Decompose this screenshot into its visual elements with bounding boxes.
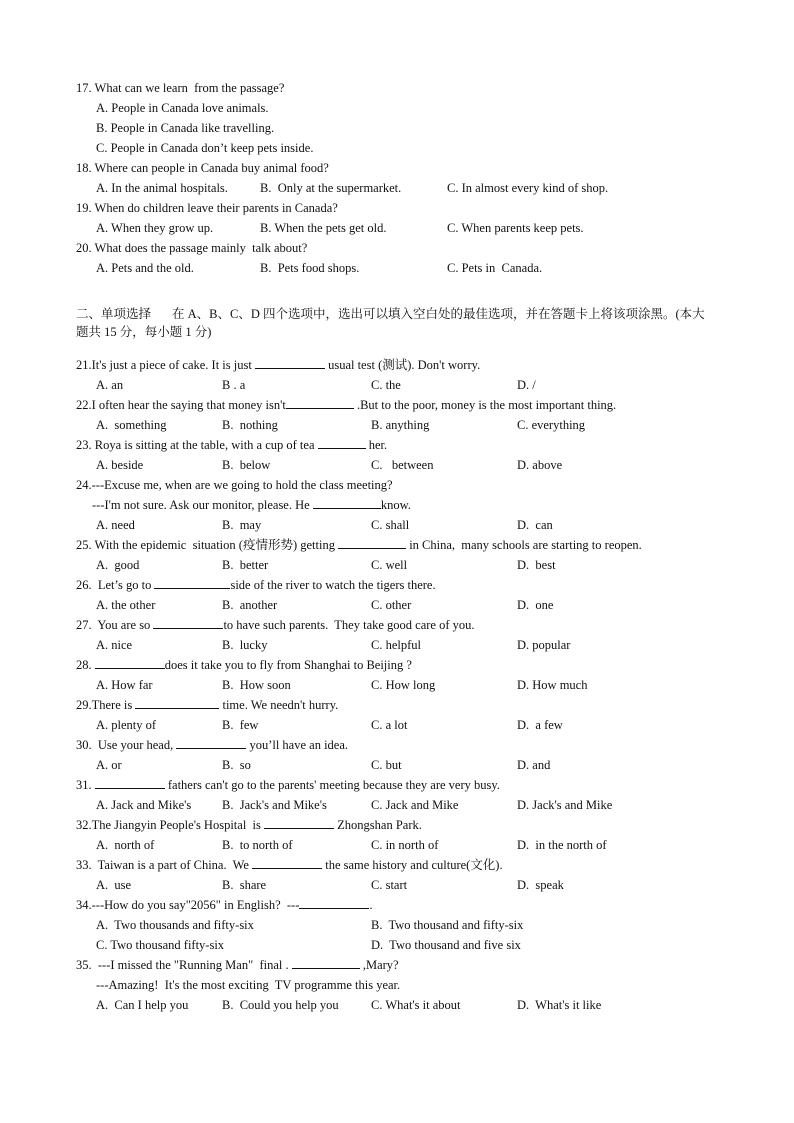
question-25-option-b: B. better — [222, 558, 269, 572]
question-28-option-c: C. How long — [371, 678, 436, 692]
question-33-option-c: C. start — [371, 878, 408, 892]
question-27-option-d: D. popular — [517, 638, 571, 652]
question-24-stem: 24.---Excuse me, when are we going to hold the class meeting? — [76, 478, 393, 492]
question-25-option-c: C. well — [371, 558, 408, 572]
answer-blank — [252, 856, 322, 869]
answer-blank — [135, 696, 219, 709]
question-32-stem — [76, 815, 422, 835]
question-28-text-before: 28. — [76, 658, 95, 672]
question-32-option-c: C. in north of — [371, 838, 439, 852]
question-26-option-b: B. another — [222, 598, 278, 612]
question-34-option-c: C. Two thousand fifty-six — [96, 938, 225, 952]
question-19-option-c: C. When parents keep pets. — [447, 221, 584, 235]
question-26-stem — [76, 575, 436, 595]
question-20-option-b: B. Pets food shops. — [260, 261, 360, 275]
answer-blank — [313, 496, 381, 509]
question-20-option-c: C. Pets in Canada. — [447, 261, 543, 275]
question-35-option-c: C. What's it about — [371, 998, 461, 1012]
question-30-text-after: you’ll have an idea. — [246, 738, 349, 752]
question-26-option-d: D. one — [517, 598, 554, 612]
question-21-stem — [76, 355, 480, 375]
question-25-option-a: A. good — [96, 558, 140, 572]
question-22-text-after: .But to the poor, money is the most important thing. — [353, 398, 617, 412]
question-27-text-after: to have such parents. They take good care of you. — [223, 618, 475, 632]
question-27-option-b: B. lucky — [222, 638, 268, 652]
question-35-option-b: B. Could you help you — [222, 998, 339, 1012]
question-34-text-before: 34.---How do you say"2056" in English? --- — [76, 898, 300, 912]
question-33-option-d: D. speak — [517, 878, 564, 892]
question-25-text-before: 25. With the epidemic situation (疫情形势) getting — [76, 538, 339, 552]
question-28-text-after: does it take you to fly from Shanghai to Beijing ? — [164, 658, 412, 672]
question-18-stem: 18. Where can people in Canada buy animal food? — [76, 161, 329, 175]
question-31-option-c: C. Jack and Mike — [371, 798, 459, 812]
question-30-option-b: B. so — [222, 758, 251, 772]
question-21-option-d: D. / — [517, 378, 536, 392]
question-24-option-c: C. shall — [371, 518, 410, 532]
question-23-option-b: B. below — [222, 458, 271, 472]
question-35-reply: ---Amazing! It's the most exciting TV programme this year. — [96, 978, 401, 992]
question-24-option-b: B. may — [222, 518, 262, 532]
question-22-stem — [76, 395, 616, 415]
question-33-text-after: the same history and culture(文化). — [322, 858, 503, 872]
question-34-stem — [76, 895, 373, 915]
question-23-text-after: her. — [365, 438, 388, 452]
question-23-text-before: 23. Roya is sitting at the table, with a cup of tea — [76, 438, 318, 452]
question-22-option-d: C. everything — [517, 418, 586, 432]
question-18-option-b: B. Only at the supermarket. — [260, 181, 402, 195]
question-30-option-c: C. but — [371, 758, 402, 772]
question-26-option-c: C. other — [371, 598, 412, 612]
answer-blank — [95, 776, 165, 789]
question-31-option-d: D. Jack's and Mike — [517, 798, 613, 812]
answer-blank — [286, 396, 354, 409]
question-27-text-before: 27. You are so — [76, 618, 154, 632]
question-24-text-after: know. — [380, 498, 411, 512]
question-32-option-a: A. north of — [96, 838, 155, 852]
answer-blank — [255, 356, 325, 369]
question-22-option-b: B. nothing — [222, 418, 278, 432]
question-32-text-before: 32.The Jiangyin People's Hospital is — [76, 818, 265, 832]
question-24-option-a: A. need — [96, 518, 135, 532]
question-30-stem — [76, 735, 348, 755]
question-33-option-b: B. share — [222, 878, 267, 892]
question-27-stem — [76, 615, 475, 635]
question-27-option-c: C. helpful — [371, 638, 421, 652]
question-25-stem — [76, 535, 642, 555]
question-26-text-before: 26. Let’s go to — [76, 578, 155, 592]
question-28-stem — [76, 655, 412, 675]
question-17-option-b: B. People in Canada like travelling. — [96, 121, 275, 135]
question-20-option-a: A. Pets and the old. — [96, 261, 194, 275]
question-30-text-before: 30. Use your head, — [76, 738, 177, 752]
question-28-option-d: D. How much — [517, 678, 588, 692]
question-22-text-before: 22.I often hear the saying that money isn't — [76, 398, 286, 412]
question-34-option-b: B. Two thousand and fifty-six — [371, 918, 524, 932]
section-2-label: 二、单项选择 — [76, 307, 152, 321]
question-34-option-d: D. Two thousand and five six — [371, 938, 521, 952]
question-23-option-c: C. between — [371, 458, 434, 472]
question-24-reply — [92, 495, 411, 515]
question-29-option-d: D. a few — [517, 718, 563, 732]
question-22-option-c: B. anything — [371, 418, 430, 432]
question-33-option-a: A. use — [96, 878, 132, 892]
answer-blank — [176, 736, 246, 749]
question-18-option-a: A. In the animal hospitals. — [96, 181, 228, 195]
answer-blank — [95, 656, 165, 669]
question-32-option-d: D. in the north of — [517, 838, 607, 852]
question-29-text-after: time. We needn't hurry. — [219, 698, 339, 712]
question-29-text-before: 29.There is — [76, 698, 136, 712]
question-25-option-d: D. best — [517, 558, 556, 572]
question-19-option-b: B. When the pets get old. — [260, 221, 387, 235]
question-31-text-after: fathers can't go to the parents' meeting because they are very busy. — [164, 778, 500, 792]
question-35-option-a: A. Can I help you — [96, 998, 189, 1012]
answer-blank — [154, 576, 230, 589]
question-22-option-a: A. something — [96, 418, 167, 432]
question-19-option-a: A. When they grow up. — [96, 221, 214, 235]
question-17-stem: 17. What can we learn from the passage? — [76, 81, 285, 95]
question-17-option-a: A. People in Canada love animals. — [96, 101, 269, 115]
question-17-option-c: C. People in Canada don’t keep pets inside. — [96, 141, 314, 155]
question-34-text-after: . — [369, 898, 373, 912]
question-35-option-d: D. What's it like — [517, 998, 602, 1012]
question-31-option-b: B. Jack's and Mike's — [222, 798, 327, 812]
question-20-stem: 20. What does the passage mainly talk about? — [76, 241, 308, 255]
question-24-option-d: D. can — [517, 518, 553, 532]
question-21-option-a: A. an — [96, 378, 124, 392]
question-28-option-b: B. How soon — [222, 678, 291, 692]
answer-blank — [338, 536, 406, 549]
question-35-text-before: 35. ---I missed the "Running Man" final . — [76, 958, 292, 972]
question-29-option-b: B. few — [222, 718, 259, 732]
question-26-option-a: A. the other — [96, 598, 156, 612]
question-35-stem — [76, 955, 399, 975]
question-25-text-after: in China, many schools are starting to reopen. — [406, 538, 642, 552]
question-32-text-after: Zhongshan Park. — [334, 818, 422, 832]
question-30-option-a: A. or — [96, 758, 122, 772]
section-2-instruction: 在 A、B、C、D 四个选项中，选出可以填入空白处的最佳选项，并在答题卡上将该项涂黑。(本大题共 15 分，每小题 1 分) — [76, 307, 705, 339]
question-31-option-a: A. Jack and Mike's — [96, 798, 192, 812]
answer-blank — [299, 896, 369, 909]
answer-blank — [292, 956, 360, 969]
question-31-text-before: 31. — [76, 778, 95, 792]
answer-blank — [264, 816, 334, 829]
section-2-heading — [76, 305, 716, 341]
answer-blank — [318, 436, 366, 449]
question-29-stem — [76, 695, 338, 715]
question-21-option-c: C. the — [371, 378, 401, 392]
question-24-text-before: ---I'm not sure. Ask our monitor, please. He — [92, 498, 313, 512]
question-18-option-c: C. In almost every kind of shop. — [447, 181, 609, 195]
question-29-option-c: C. a lot — [371, 718, 408, 732]
question-26-text-after: side of the river to watch the tigers there. — [230, 578, 436, 592]
question-21-option-b: B . a — [222, 378, 246, 392]
question-35-text-after: ,Mary? — [359, 958, 399, 972]
question-34-option-a: A. Two thousands and fifty-six — [96, 918, 254, 932]
question-33-text-before: 33. Taiwan is a part of China. We — [76, 858, 253, 872]
question-28-option-a: A. How far — [96, 678, 153, 692]
question-29-option-a: A. plenty of — [96, 718, 157, 732]
question-23-option-d: D. above — [517, 458, 563, 472]
answer-blank — [153, 616, 223, 629]
question-23-option-a: A. beside — [96, 458, 144, 472]
question-27-option-a: A. nice — [96, 638, 133, 652]
question-19-stem: 19. When do children leave their parents in Canada? — [76, 201, 338, 215]
question-30-option-d: D. and — [517, 758, 551, 772]
question-33-stem — [76, 855, 503, 875]
question-32-option-b: B. to north of — [222, 838, 293, 852]
question-31-stem — [76, 775, 500, 795]
question-21-text-before: 21.It's just a piece of cake. It is just — [76, 358, 255, 372]
question-21-text-after: usual test (测试). Don't worry. — [324, 358, 481, 372]
question-23-stem — [76, 435, 387, 455]
